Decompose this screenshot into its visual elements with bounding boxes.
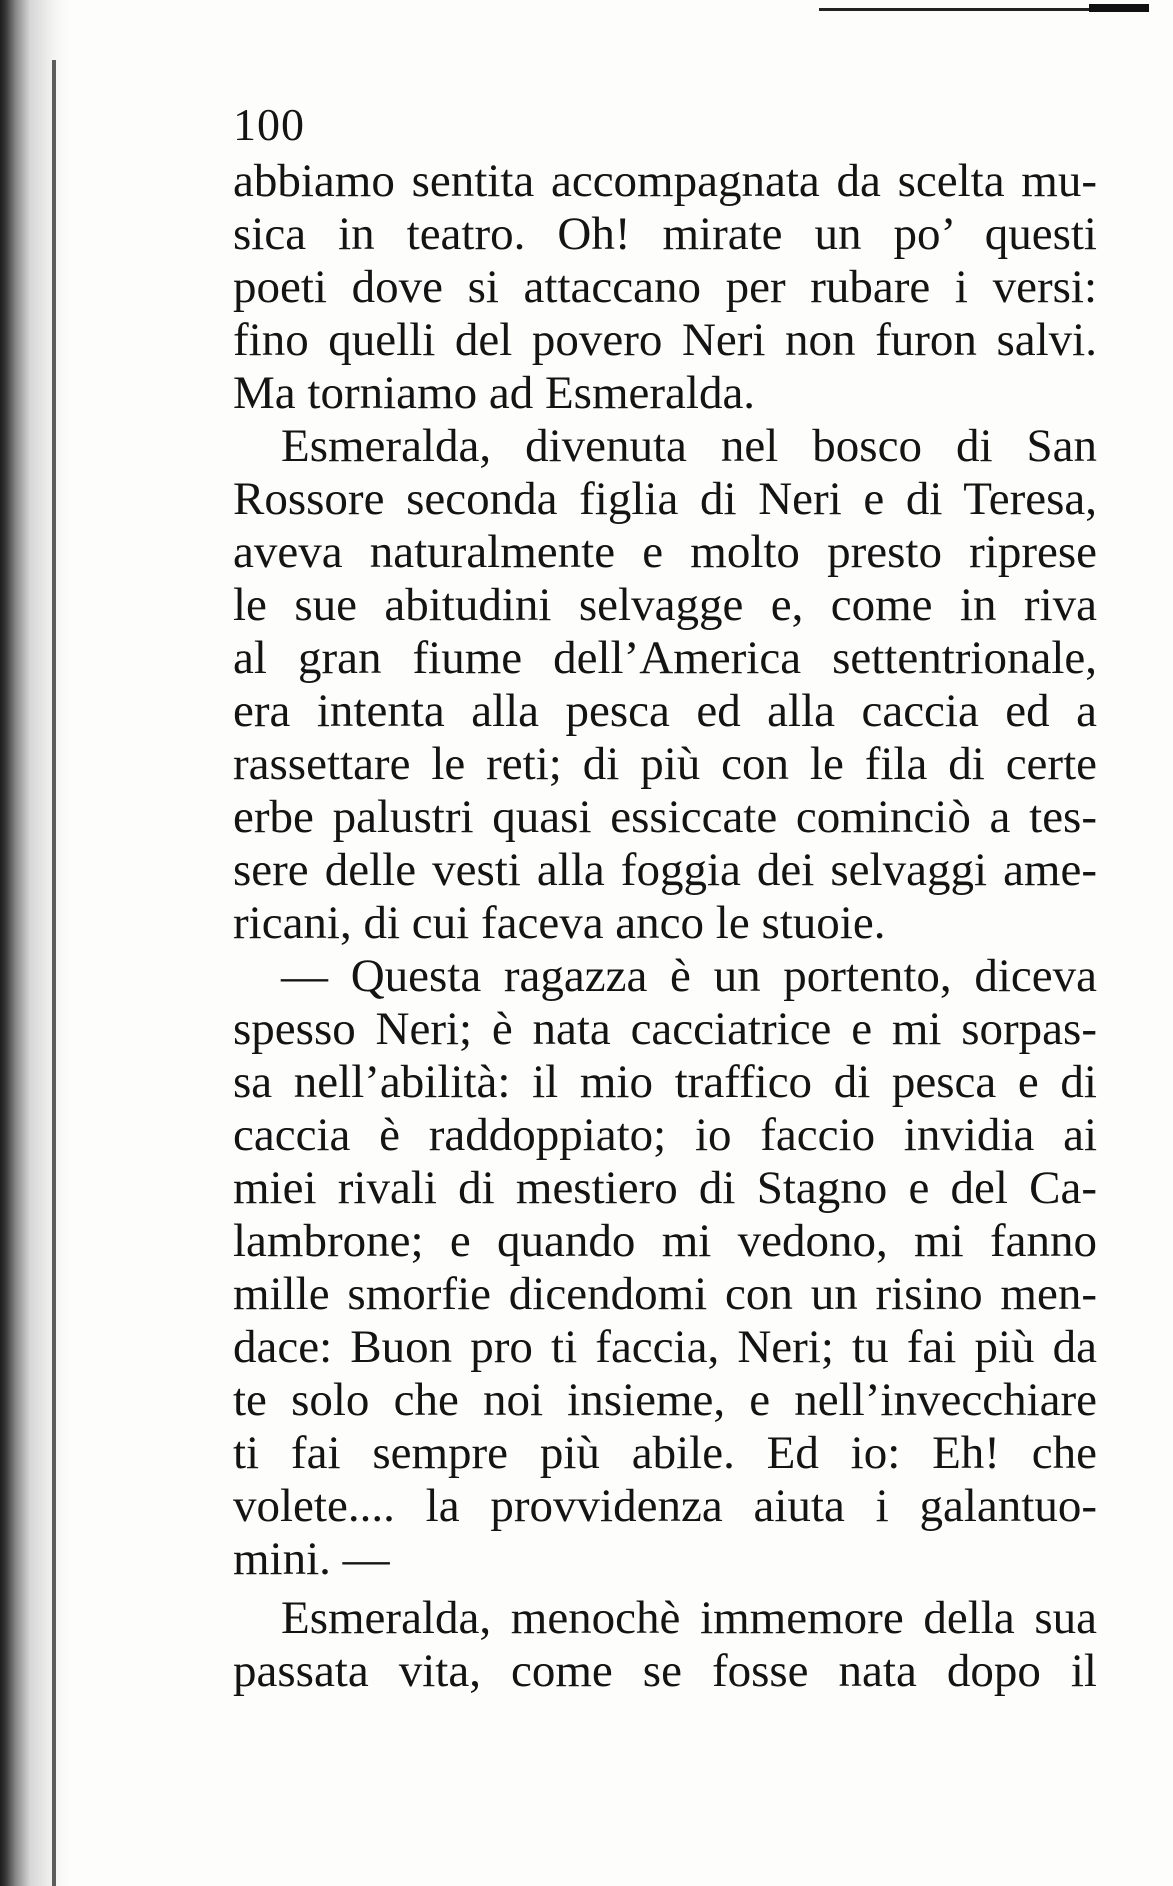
text-line: aveva naturalmente e molto presto riprese: [233, 526, 1097, 578]
text-line: poeti dove si attaccano per rubare i versi:: [233, 261, 1097, 313]
text-line: abbiamo sentita accompagnata da scelta mu-: [233, 155, 1097, 207]
text-line: Esmeralda, divenuta nel bosco di San: [281, 420, 1097, 472]
text-line: era intenta alla pesca ed alla caccia ed a: [233, 685, 1097, 737]
text-line: al gran fiume dell’America settentrionale,: [233, 632, 1097, 684]
text-line: sa nell’abilità: il mio traffico di pesca e di: [233, 1056, 1097, 1108]
binding-shadow: [0, 0, 70, 1886]
text-line: sere delle vesti alla foggia dei selvaggi ame-: [233, 844, 1097, 896]
text-line: dace: Buon pro ti faccia, Neri; tu fai più da: [233, 1321, 1097, 1373]
text-line: miei rivali di mestiero di Stagno e del Ca-: [233, 1162, 1097, 1214]
binding-edge-line: [52, 60, 56, 1886]
text-line: spesso Neri; è nata cacciatrice e mi sorpas-: [233, 1003, 1097, 1055]
paragraph-2: [233, 420, 1097, 950]
text-line: — Questa ragazza è un portento, diceva: [281, 950, 1097, 1002]
paragraph-1: [233, 155, 1097, 420]
page-number: 100: [233, 99, 305, 150]
text-line: mille smorfie dicendomi con un risino men-: [233, 1268, 1097, 1320]
text-line: passata vita, come se fosse nata dopo il: [233, 1645, 1097, 1697]
text-line: ti fai sempre più abile. Ed io: Eh! che: [233, 1427, 1097, 1479]
text-line: sica in teatro. Oh! mirate un po’ questi: [233, 208, 1097, 260]
text-line: rassettare le reti; di più con le fila di certe: [233, 738, 1097, 790]
text-line: Ma torniamo ad Esmeralda.: [233, 367, 756, 419]
text-line: fino quelli del povero Neri non furon salvi.: [233, 314, 1097, 366]
text-line: le sue abitudini selvagge e, come in riva: [233, 579, 1097, 631]
text-line: erbe palustri quasi essiccate cominciò a tes-: [233, 791, 1097, 843]
text-line: mini. —: [233, 1533, 390, 1585]
text-line: lambrone; e quando mi vedono, mi fanno: [233, 1215, 1097, 1267]
text-line: Esmeralda, menochè immemore della sua: [281, 1592, 1097, 1644]
paragraph-3: [233, 950, 1097, 1586]
text-line: ricani, di cui faceva anco le stuoie.: [233, 897, 886, 949]
text-line: volete.... la provvidenza aiuta i galantuo-: [233, 1480, 1097, 1532]
text-line: caccia è raddoppiato; io faccio invidia ai: [233, 1109, 1097, 1161]
text-line: Rossore seconda figlia di Neri e di Teresa,: [233, 473, 1097, 525]
scan-artifact-mark: [1089, 4, 1149, 12]
text-line: te solo che noi insieme, e nell’invecchiare: [233, 1374, 1097, 1426]
paragraph-4: [233, 1592, 1097, 1698]
page-text: [233, 95, 1097, 1698]
